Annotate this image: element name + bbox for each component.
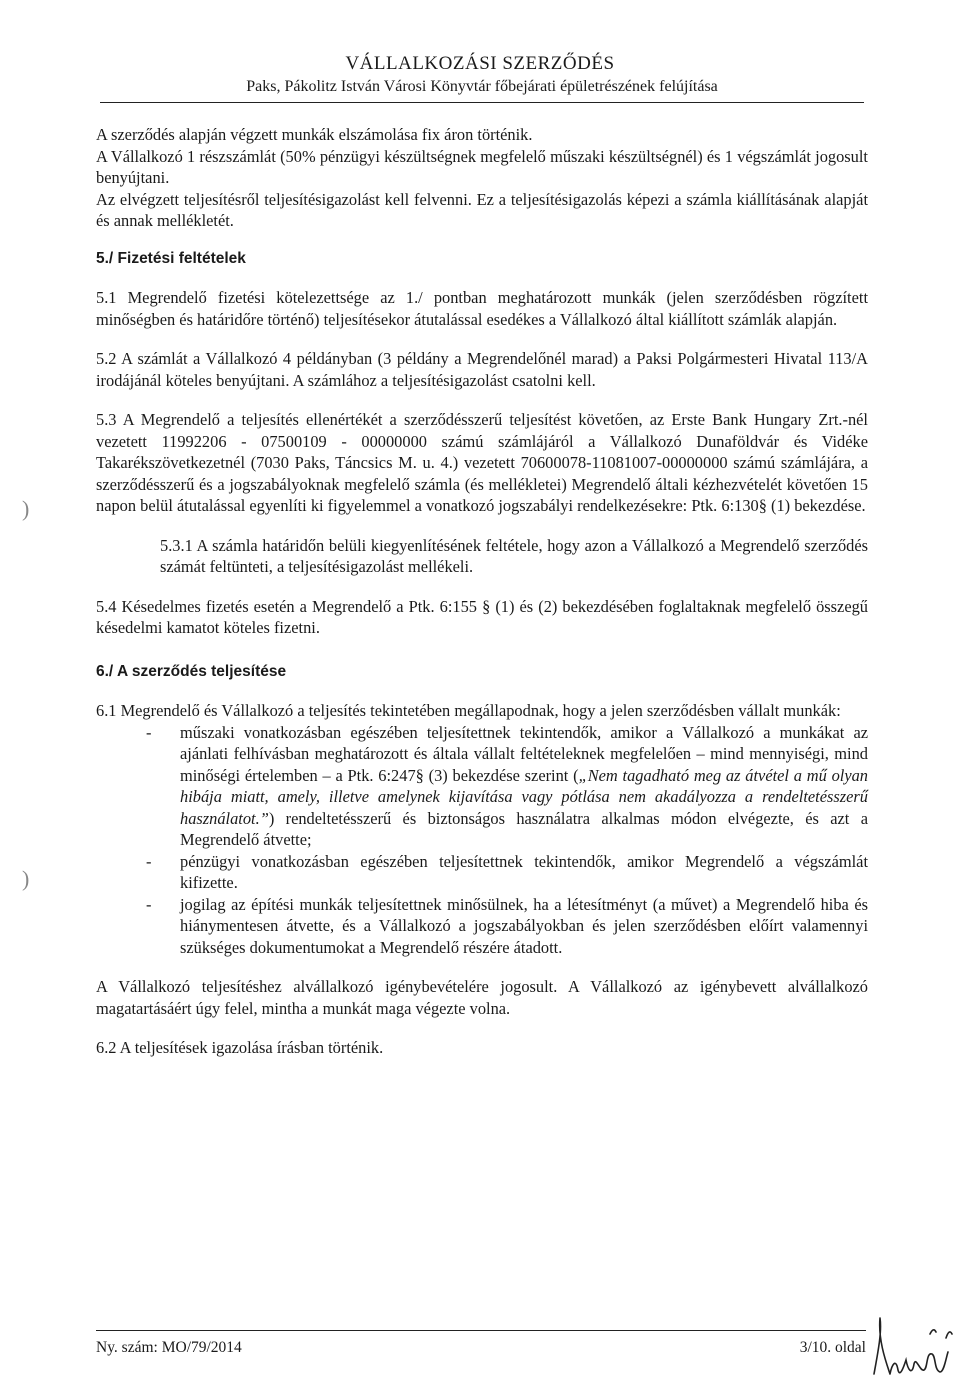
- dash-marker: -: [146, 851, 152, 871]
- page-number: 3/10. oldal: [799, 1339, 866, 1356]
- document-header: [0, 52, 960, 103]
- list-item: [96, 722, 868, 851]
- list-item-text: ) rendeltetésszerű és biztonságos használatra alkalmas módon elvégezte, és azt a Megrendelő átvette;: [180, 808, 868, 849]
- paragraph-subcontractor: A Vállalkozó teljesítéshez alvállalkozó igénybevételére jogosult. A Vállalkozó az igénybevett alvállalkozó magatartásáért úgy felel, mintha a munkát maga végezte volna.: [96, 977, 868, 1018]
- requirements-list: [96, 722, 868, 959]
- scan-mark: ): [22, 866, 30, 891]
- handwritten-signature: [868, 1312, 956, 1382]
- reference-number: Ny. szám: MO/79/2014: [96, 1339, 242, 1356]
- list-item-quote: „Nem tagadható meg az átvétel a mű olyan hibája miatt, amely, illetve amelynek kijavítása vagy pótlása nem akadályozza a rendeltetésszerű használatot.”: [180, 765, 868, 828]
- paragraph-5-2: 5.2 A számlát a Vállalkozó 4 példányban (3 példány a Megrendelőnél marad) a Paksi Polgármesteri Hivatal 113/A irodájánál köteles benyújtani. A számlához a teljesítésigazolást csatolni kell.: [96, 349, 868, 390]
- paragraph-5-1: 5.1 Megrendelő fizetési kötelezettsége az 1./ pontban meghatározott munkák (jelen szerződésben rögzített minőségben és határidőre történő) teljesítésekor átutalással esedékes a Vállalkozó által kiállított számlák alapján.: [96, 288, 868, 329]
- page-footer: [96, 1330, 866, 1357]
- section-heading-5: 5./ Fizetési feltételek: [96, 249, 246, 267]
- paragraph-5-4: 5.4 Késedelmes fizetés esetén a Megrendelő a Ptk. 6:155 § (1) és (2) bekezdésében foglaltaknak megfelelő összegű késedelmi kamatot köteles fizetni.: [96, 596, 868, 637]
- list-item-text: jogilag az építési munkák teljesítettnek minősülnek, ha a létesítményt (a művet) a Megrendelő hiba és hiánymentesen átvette, és a Vállalkozó a jogszabályokban és jelen szerződésben előírt valamennyi szükséges dokumentumokat a Megrendelő részére átadott.: [180, 894, 868, 957]
- document-body: [96, 124, 868, 1059]
- document-subtitle: Paks, Pákolitz István Városi Könyvtár főbejárati épületrészének felújítása: [100, 76, 864, 103]
- dash-marker: -: [146, 722, 152, 742]
- list-item: [96, 851, 868, 894]
- list-item-text: pénzügyi vonatkozásban egészében teljesítettnek tekintendők, amikor Megrendelő a végszámlát kifizette.: [180, 851, 868, 892]
- list-item-text: műszaki vonatkozásban egészében teljesítettnek tekintendők, amikor a Vállalkozó a munkákat az ajánlati felhívásban meghatározott és általa vállalt feltételeknek megfelelően – mind mennyiségi, mind minőségi értelemben – a Ptk. 6:247§ (3) bekezdése szerint (: [180, 722, 868, 785]
- paragraph: Az elvégzett teljesítésről teljesítésigazolást kell felvenni. Ez a teljesítésigazolás képezi a számla kiállításának alapját és annak mellékletét.: [96, 189, 868, 230]
- scan-mark: ): [22, 496, 30, 521]
- paragraph: A Vállalkozó 1 részszámlát (50% pénzügyi készültségnek megfelelő műszaki készültségnél) és 1 végszámlát jogosult benyújtani.: [96, 146, 868, 187]
- paragraph-6-1: 6.1 Megrendelő és Vállalkozó a teljesítés tekintetében megállapodnak, hogy a jelen szerződésben vállalt munkák:: [96, 701, 841, 720]
- paragraph: A szerződés alapján végzett munkák elszámolása fix áron történik.: [96, 125, 533, 144]
- document-title: VÁLLALKOZÁSI SZERZŐDÉS: [345, 53, 615, 74]
- dash-marker: -: [146, 894, 152, 914]
- paragraph-5-3-1: 5.3.1 A számla határidőn belüli kiegyenlítésének feltétele, hogy azon a Vállalkozó a Megrendelő szerződés számát feltünteti, a teljesítésigazolást mellékeli.: [160, 535, 868, 576]
- paragraph-6-2: 6.2 A teljesítések igazolása írásban történik.: [96, 1038, 384, 1057]
- section-heading-6: 6./ A szerződés teljesítése: [96, 662, 287, 680]
- list-item: [96, 894, 868, 959]
- paragraph-5-3: 5.3 A Megrendelő a teljesítés ellenértékét a szerződésszerű teljesítést követően, az Erste Bank Hungary Zrt.-nél vezetett 11992206 - 07500109 - 00000000 számú számlájáról a Vállalkozó Dunaföldvár és Vidéke Takarékszövetkezetnél (7030 Paks, Táncsics M. u. 4.) vezetett 70600078-11081007-00000000 számú számlájára, a szerződésszerű és a jogszabályoknak megfelelő számla (és mellékletei) Megrendelő általi kézhezvételét követően 15 napon belül átutalással egyenlíti ki figyelemmel a vonatkozó jogszabályi rendelkezésekre: Ptk. 6:130§ (1) bekezdése.: [96, 410, 868, 515]
